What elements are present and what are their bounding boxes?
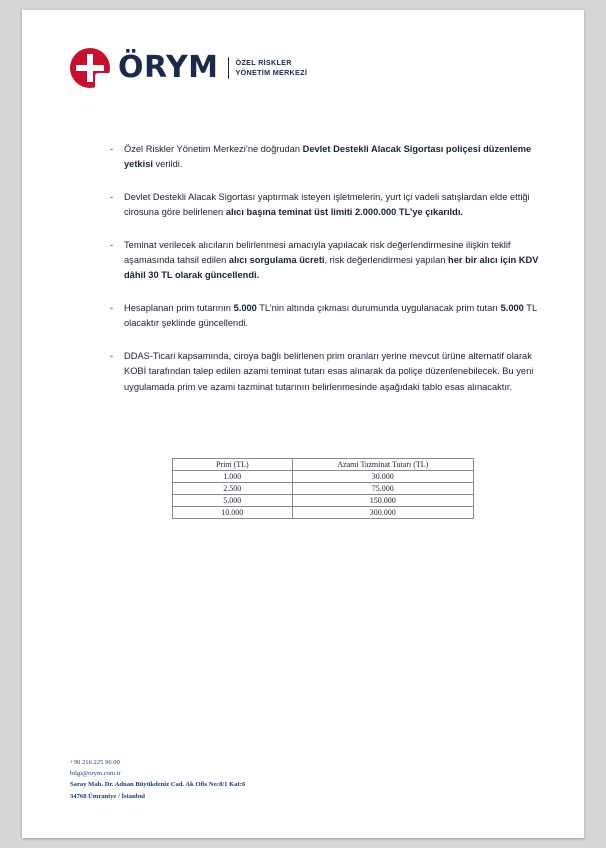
company-logo — [70, 48, 307, 88]
premium-table — [172, 458, 474, 519]
bullet-text — [124, 238, 550, 283]
table-cell: 2.500 — [173, 483, 293, 495]
logo-subtitle-line1: ÖZEL RİSKLER — [235, 57, 292, 67]
logo-subtitle-line2: YÖNETİM MERKEZİ — [235, 68, 308, 77]
table-cell: 10.000 — [173, 507, 293, 519]
footer-phone: +90 216 225 96 00 — [70, 758, 120, 766]
footer-address-line1: Saray Mah. Dr. Adnan Büyükdeniz Cad. Ak Ofis No:8/1 Kat:6 — [70, 781, 246, 789]
table-cell: 30.000 — [292, 471, 473, 483]
document-page — [22, 10, 584, 838]
table-cell: 150.000 — [292, 495, 473, 507]
table-row — [173, 495, 474, 507]
bullet-item — [110, 349, 550, 394]
logo-subtitle — [228, 57, 308, 79]
bullet-text-segment: Teminat verilecek alıcıların belirlenmesi amacıyla yapılacak risk değerlendirmesine ilişkin teklif aşamasında tahsil edilen — [124, 240, 511, 266]
table-cell: 1.000 — [173, 471, 293, 483]
bullet-marker: - — [110, 351, 114, 363]
table-cell: 300.000 — [292, 507, 473, 519]
bullet-marker: - — [110, 144, 114, 155]
bullet-text-segment: , risk değerlendirmesi yapılan — [324, 255, 449, 266]
bullet-text — [124, 142, 550, 172]
bullet-text-segment: Hesaplanan prim tutarının — [124, 303, 234, 314]
footer-address-line2: 34768 Ümraniye / İstanbul — [70, 792, 145, 800]
bullet-text — [124, 190, 550, 220]
footer-email[interactable]: bilgi@orym.com.tr — [70, 770, 121, 778]
bullet-text — [124, 301, 550, 331]
bullet-item — [110, 142, 550, 172]
bullet-list — [110, 142, 550, 413]
bullet-text — [124, 349, 550, 394]
bullet-text-emphasis: her bir alıcı için KDV dâhil 30 TL olarak güncellendi. — [124, 255, 539, 281]
bullet-text-segment: DDAS-Ticari kapsamında, ciroya bağlı belirlenen prim oranları yerine mevcut ürüne alternatif olarak KOBİ tarafından talep edilen azami teminat tutarı esas alınarak da poliçe düzenlenebilecek. Bu yeni uygulamada prim ve azami tazminat tutarının belirlenmesinde aşağıdaki tablo esas alınacaktır. — [124, 351, 534, 392]
bullet-text-segment: Özel Riskler Yönetim Merkezi’ne doğrudan — [124, 144, 303, 154]
bullet-marker: - — [110, 240, 114, 252]
bullet-text-emphasis: alıcı sorgulama ücreti — [228, 255, 325, 266]
bullet-text-segment: Devlet Destekli Alacak Sigortası yaptırmak isteyen işletmelerin, yurt içi vadeli satışlardan elde ettiği cirosuna göre belirlenen — [124, 192, 530, 218]
orym-cross-logo-icon — [70, 48, 110, 88]
bullet-text-emphasis: 5.000 — [233, 303, 257, 314]
bullet-text-segment: TL’nin altında çıkması durumunda uygulanacak prim tutarı — [256, 303, 501, 314]
bullet-text-emphasis: Devlet Destekli Alacak Sigortası poliçesi düzenleme yetkisi — [124, 144, 532, 170]
table-header-cell: Azami Tazminat Tutarı (TL) — [292, 459, 473, 471]
bullet-item — [110, 301, 550, 331]
bullet-marker: - — [110, 303, 114, 315]
table-header-row — [173, 459, 474, 471]
logo-wordmark: ÖRYM — [118, 50, 219, 85]
table-header-cell: Prim (TL) — [173, 459, 293, 471]
bullet-text-segment: TL olacaktır şeklinde güncellendi. — [124, 303, 537, 329]
premium-table-wrap — [172, 458, 474, 519]
bullet-text-segment: verildi. — [152, 159, 183, 170]
table-cell: 75.000 — [292, 483, 473, 495]
table-cell: 5.000 — [173, 495, 293, 507]
footer-contact — [70, 757, 245, 802]
bullet-text-emphasis: alıcı başına teminat üst limiti 2.000.000 TL’ye çıkarıldı. — [225, 207, 463, 218]
table-row — [173, 483, 474, 495]
bullet-item — [110, 238, 550, 283]
table-row — [173, 507, 474, 519]
bullet-text-emphasis: 5.000 — [500, 303, 524, 314]
bullet-item — [110, 190, 550, 220]
bullet-marker: - — [110, 192, 114, 204]
table-row — [173, 471, 474, 483]
